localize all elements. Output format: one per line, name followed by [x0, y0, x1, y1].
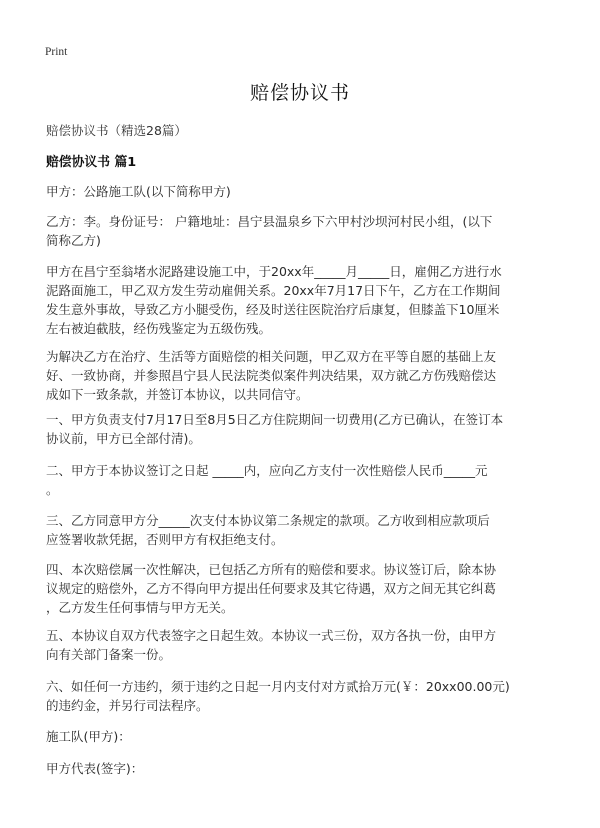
text-line: 乙方：李。身份证号： 户籍地址：昌宁县温泉乡下六甲村沙坝河村民小组，(以下: [46, 214, 493, 229]
text-line: 的违约金，并另行司法程序。: [46, 698, 209, 713]
text-line: 二、甲方于本协议签订之日起 _____内，应向乙方支付一次性赔偿人民币_____元: [46, 463, 488, 478]
document-title: 赔偿协议书: [249, 82, 350, 104]
print-link[interactable]: Print: [45, 46, 68, 58]
clause-4: [46, 560, 556, 617]
text-line: 甲方在昌宁至翁堵水泥路建设施工中，于20xx年_____月_____日，雇佣乙方进行水: [46, 264, 502, 279]
text-line: 好、一致协商，并参照昌宁县人民法院类似案件判决结果，双方就乙方伤残赔偿达: [46, 368, 497, 383]
text-line: 一、甲方负责支付7月17日至8月5日乙方住院期间一切费用(乙方已确认，在签订本: [46, 412, 504, 427]
text-line: 简称乙方): [46, 233, 101, 248]
text-line: 五、本协议自双方代表签字之日起生效。本协议一式三份，双方各执一份，由甲方: [46, 628, 497, 643]
text-line: 为解决乙方在治疗、生活等方面赔偿的相关问题，甲乙双方在平等自愿的基础上友: [46, 349, 497, 364]
clause-6: [46, 677, 556, 715]
clause-3: [46, 511, 556, 549]
signature-party-a-representative: [46, 759, 556, 778]
text-line: 左右被迫截肢，经伤残鉴定为五级伤残。: [46, 321, 272, 336]
document-subtitle: 赔偿协议书（精选28篇）: [46, 123, 187, 138]
paragraph-party-a: [46, 182, 556, 201]
text-line: 议规定的赔偿外，乙方不得向甲方提出任何要求及其它待遇，双方之间无其它纠葛: [46, 581, 497, 596]
text-line: 协议前，甲方已全部付清)。: [46, 431, 201, 446]
text-line: 甲方：公路施工队(以下简称甲方): [46, 184, 231, 199]
text-line: 泥路面施工，甲乙双方发生劳动雇佣关系。20xx年7月17日下午，乙方在工作期间: [46, 283, 501, 298]
text-line: 成如下一致条款，并签订本协议，以共同信守。: [46, 387, 309, 402]
text-line: 应签署收款凭据，否则甲方有权拒绝支付。: [46, 532, 284, 547]
text-line: 。: [46, 482, 59, 497]
text-line: 六、如任何一方违约，须于违约之日起一月内支付对方贰拾万元(￥：20xx00.00元): [46, 679, 510, 694]
text-line: 施工队(甲方)：: [46, 729, 131, 744]
clause-2: [46, 461, 556, 499]
text-line: 甲方代表(签字)：: [46, 761, 144, 776]
clause-1: [46, 410, 556, 448]
text-line: 四、本次赔偿属一次性解决，已包括乙方所有的赔偿和要求。协议签订后，除本协: [46, 562, 497, 577]
paragraph-background: [46, 262, 556, 338]
paragraph-party-b: [46, 212, 556, 250]
text-line: 发生意外事故，导致乙方小腿受伤，经及时送往医院治疗后康复，但膝盖下10厘米: [46, 302, 500, 317]
text-line: 向有关部门备案一份。: [46, 647, 172, 662]
text-line: ，乙方发生任何事情与甲方无关。: [46, 600, 234, 615]
paragraph-purpose: [46, 347, 556, 404]
signature-party-a: [46, 727, 556, 746]
section-heading: 赔偿协议书 篇1: [46, 155, 137, 170]
text-line: 三、乙方同意甲方分_____次支付本协议第二条规定的款项。乙方收到相应款项后: [46, 513, 490, 528]
clause-5: [46, 626, 556, 664]
